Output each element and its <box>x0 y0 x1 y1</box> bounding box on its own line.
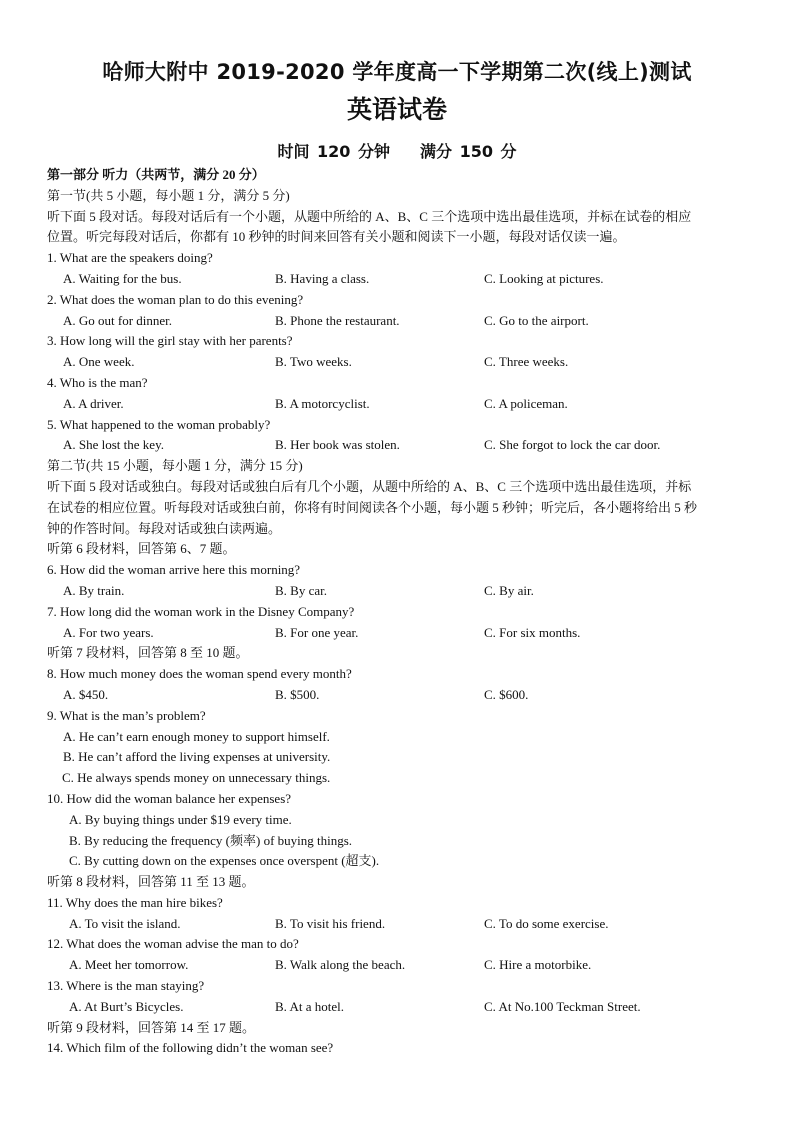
option-a: A. One week. <box>63 354 135 370</box>
option-c: C. Three weeks. <box>484 354 569 370</box>
option-b: B. Her book was stolen. <box>275 437 400 453</box>
option-b: B. $500. <box>275 686 320 702</box>
option-a: A. She lost the key. <box>63 437 164 453</box>
option-b: B. Having a class. <box>275 270 370 286</box>
option-a: A. Waiting for the bus. <box>63 270 182 286</box>
question-1-options <box>47 269 749 290</box>
question-7-options <box>47 623 749 644</box>
question-10: 10. How did the woman balance her expenses? <box>47 790 292 806</box>
option-c: C. At No.100 Teckman Street. <box>484 998 641 1014</box>
question-5: 5. What happened to the woman probably? <box>47 416 271 432</box>
question-9-option-b: B. He can’t afford the living expenses at university. <box>63 749 331 765</box>
option-c: C. A policeman. <box>484 395 568 411</box>
option-b: B. By car. <box>275 582 327 598</box>
question-8-options <box>47 685 749 706</box>
question-11-options <box>47 914 749 935</box>
option-b: B. To visit his friend. <box>275 915 386 931</box>
option-c: C. She forgot to lock the car door. <box>484 437 661 453</box>
question-3: 3. How long will the girl stay with her parents? <box>47 333 293 349</box>
question-2: 2. What does the woman plan to do this evening? <box>47 291 304 307</box>
option-a: A. By train. <box>63 582 125 598</box>
option-b: B. A motorcyclist. <box>275 395 370 411</box>
question-13: 13. Where is the man staying? <box>47 978 205 994</box>
question-6-options <box>47 581 749 602</box>
question-12-options <box>47 955 749 976</box>
material-6: 听第 6 段材料，回答第 6、7 题。 <box>47 541 236 557</box>
option-c: C. Hire a motorbike. <box>484 957 592 973</box>
option-a: A. A driver. <box>63 395 124 411</box>
question-9-option-a: A. He can’t earn enough money to support himself. <box>63 728 330 744</box>
exam-time: 时间 120 分钟 <box>277 142 390 161</box>
question-4-options <box>47 394 749 415</box>
section2-instruction-3: 钟的作答时间。每段对话或独白读两遍。 <box>47 520 282 536</box>
part1-heading: 第一部分 听力（共两节，满分 20 分） <box>47 167 265 182</box>
question-6: 6. How did the woman arrive here this morning? <box>47 562 301 578</box>
option-b: B. At a hotel. <box>275 998 344 1014</box>
question-4: 4. Who is the man? <box>47 374 148 390</box>
option-b: B. Two weeks. <box>275 354 352 370</box>
exam-info <box>0 139 794 162</box>
option-b: B. Walk along the beach. <box>275 957 406 973</box>
question-12: 12. What does the woman advise the man to do? <box>47 936 299 952</box>
question-1: 1. What are the speakers doing? <box>47 250 213 266</box>
material-9: 听第 9 段材料，回答第 14 至 17 题。 <box>47 1019 256 1035</box>
exam-content <box>47 165 749 1059</box>
option-c: C. To do some exercise. <box>484 915 609 931</box>
material-7: 听第 7 段材料，回答第 8 至 10 题。 <box>47 645 249 661</box>
question-2-options <box>47 311 749 332</box>
question-5-options <box>47 435 749 456</box>
option-c: C. $600. <box>484 686 529 702</box>
option-a: A. To visit the island. <box>69 915 181 931</box>
question-14: 14. Which film of the following didn’t the woman see? <box>47 1040 334 1056</box>
question-10-option-b: B. By reducing the frequency (频率) of buying things. <box>69 832 353 848</box>
question-7: 7. How long did the woman work in the Disney Company? <box>47 603 355 619</box>
exam-subject: 英语试卷 <box>346 95 447 124</box>
option-a: A. Go out for dinner. <box>63 312 173 328</box>
option-a: A. For two years. <box>63 624 154 640</box>
question-9-option-c: C. He always spends money on unnecessary things. <box>62 770 331 786</box>
section2-heading: 第二节(共 15 小题，每小题 1 分，满分 15 分) <box>47 458 303 474</box>
section1-heading: 第一节(共 5 小题，每小题 1 分，满分 5 分) <box>47 187 290 203</box>
material-8: 听第 8 段材料，回答第 11 至 13 题。 <box>47 874 255 890</box>
option-a: A. $450. <box>63 686 109 702</box>
question-3-options <box>47 352 749 373</box>
section1-instruction-1: 听下面 5 段对话。每段对话后有一个小题，从题中所给的 A、B、C 三个选项中选出最佳选项，并标在试卷的相应 <box>47 208 692 224</box>
exam-title: 哈师大附中 2019-2020 学年度高一下学期第二次(线上)测试 <box>102 60 692 84</box>
question-10-option-c: C. By cutting down on the expenses once overspent (超支). <box>69 853 380 869</box>
section2-instruction-1: 听下面 5 段对话或独白。每段对话或独白后有几个小题，从题中所给的 A、B、C 三个选项中选出最佳选项，并标 <box>47 478 692 494</box>
option-c: C. Go to the airport. <box>484 312 589 328</box>
option-c: C. Looking at pictures. <box>484 270 604 286</box>
option-c: C. By air. <box>484 582 534 598</box>
option-a: A. At Burt’s Bicycles. <box>69 998 184 1014</box>
question-13-options <box>47 997 749 1018</box>
option-b: B. Phone the restaurant. <box>275 312 400 328</box>
question-11: 11. Why does the man hire bikes? <box>47 894 223 910</box>
question-10-option-a: A. By buying things under $19 every time. <box>69 811 292 827</box>
question-9: 9. What is the man’s problem? <box>47 707 206 723</box>
option-b: B. For one year. <box>275 624 359 640</box>
option-a: A. Meet her tomorrow. <box>69 957 189 973</box>
section1-instruction-2: 位置。听完每段对话后，你都有 10 秒钟的时间来回答有关小题和阅读下一小题，每段对话仅读一遍。 <box>47 229 626 245</box>
question-8: 8. How much money does the woman spend every month? <box>47 666 352 682</box>
option-c: C. For six months. <box>484 624 581 640</box>
exam-score: 满分 150 分 <box>420 142 517 161</box>
section2-instruction-2: 在试卷的相应位置。听每段对话或独白前，你将有时间阅读各个小题，每小题 5 秒钟；听完后，各小题将给出 5 秒 <box>47 499 698 515</box>
